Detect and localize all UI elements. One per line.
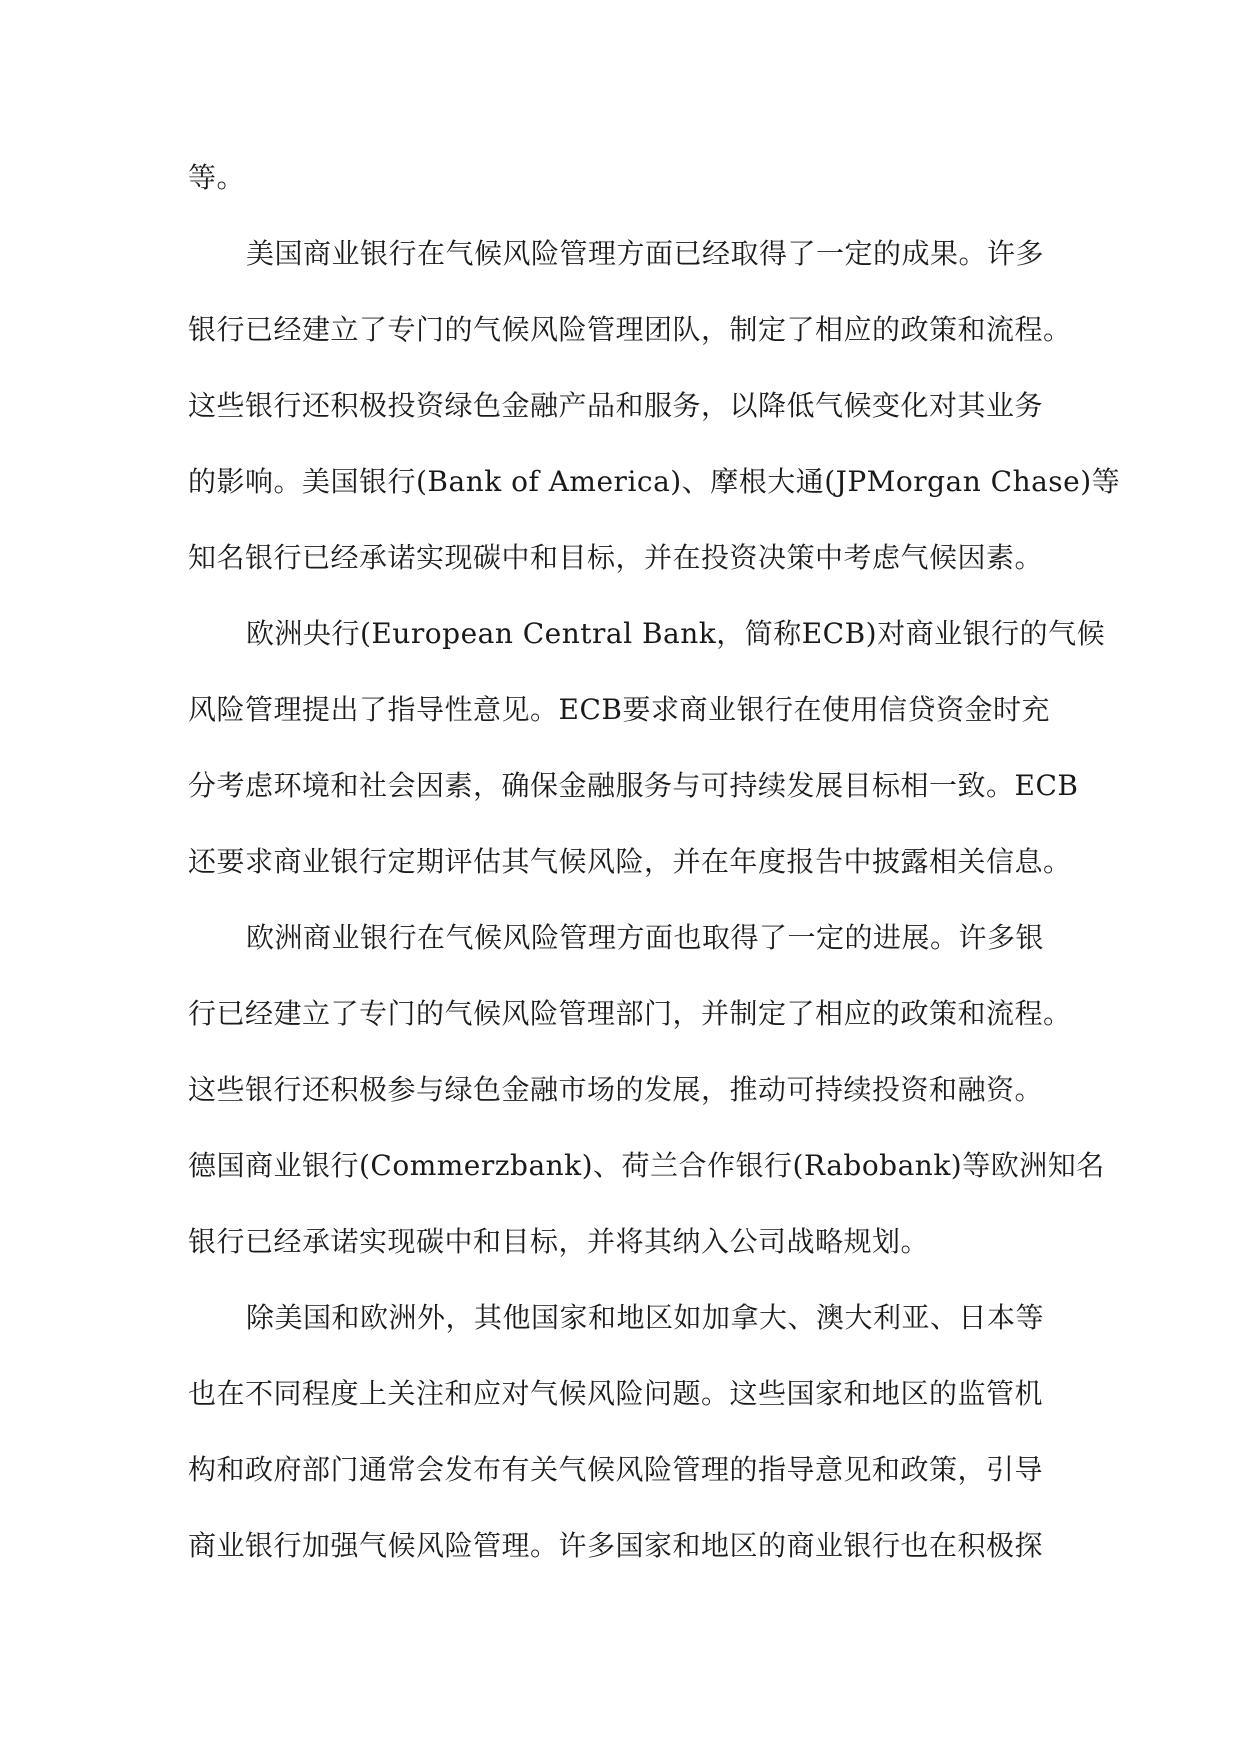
text-line: 商业银行加强气候风险管理。许多国家和地区的商业银行也在积极探 <box>188 1529 1044 1562</box>
text-line: 德国商业银行(Commerzbank)、荷兰合作银行(Rabobank)等欧洲知名 <box>188 1149 1105 1182</box>
paragraph-first-line: 欧洲商业银行在气候风险管理方面也取得了一定的进展。许多银 <box>246 921 1045 954</box>
text-line: 也在不同程度上关注和应对气候风险问题。这些国家和地区的监管机 <box>188 1377 1044 1410</box>
text-line: 行已经建立了专门的气候风险管理部门，并制定了相应的政策和流程。 <box>188 997 1072 1030</box>
text-line: 银行已经建立了专门的气候风险管理团队，制定了相应的政策和流程。 <box>188 313 1072 346</box>
text-line: 风险管理提出了指导性意见。ECB要求商业银行在使用信贷资金时充 <box>188 693 1050 726</box>
text-line: 这些银行还积极参与绿色金融市场的发展，推动可持续投资和融资。 <box>188 1073 1044 1106</box>
text-line: 等。 <box>188 161 246 194</box>
paragraph-first-line: 除美国和欧洲外，其他国家和地区如加拿大、澳大利亚、日本等 <box>246 1301 1045 1334</box>
text-line: 知名银行已经承诺实现碳中和目标，并在投资决策中考虑气候因素。 <box>188 541 1044 574</box>
text-line: 银行已经承诺实现碳中和目标，并将其纳入公司战略规划。 <box>188 1225 930 1258</box>
text-line: 分考虑环境和社会因素，确保金融服务与可持续发展目标相一致。ECB <box>188 769 1079 802</box>
text-line: 构和政府部门通常会发布有关气候风险管理的指导意见和政策，引导 <box>188 1453 1044 1486</box>
text-line: 还要求商业银行定期评估其气候风险，并在年度报告中披露相关信息。 <box>188 845 1072 878</box>
body-text <box>188 140 1121 1584</box>
paragraph-first-line: 美国商业银行在气候风险管理方面已经取得了一定的成果。许多 <box>246 237 1045 270</box>
paragraph-first-line: 欧洲央行(European Central Bank，简称ECB)对商业银行的气候 <box>246 617 1106 650</box>
text-line: 这些银行还积极投资绿色金融产品和服务，以降低气候变化对其业务 <box>188 389 1044 422</box>
text-line: 的影响。美国银行(Bank of America)、摩根大通(JPMorgan Chase)等 <box>188 465 1121 498</box>
